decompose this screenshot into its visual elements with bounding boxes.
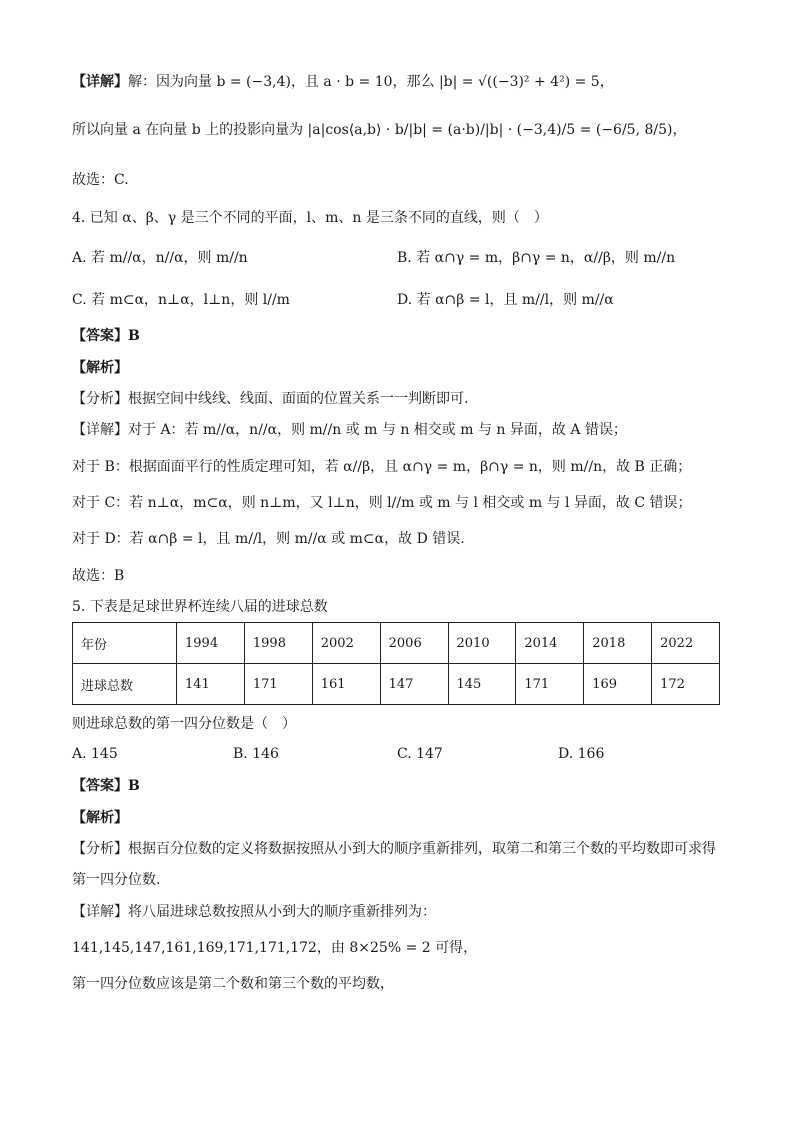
table-cell-goals: 169 bbox=[584, 664, 652, 705]
table-cell-year: 2010 bbox=[448, 623, 516, 664]
q5-answer: 【答案】B bbox=[72, 778, 140, 794]
table-cell-goals: 141 bbox=[177, 664, 245, 705]
q4-option-c: C. 若 m⊂α，n⊥α，l⊥n，则 l//m bbox=[72, 292, 290, 308]
prev-detail-text-1: 解：因为向量 b = (−3,4)，且 a · b = 10，那么 |b| = √((−3)² + 4²) = 5， bbox=[128, 74, 614, 90]
table-cell-goals: 172 bbox=[652, 664, 720, 705]
q4-choose: 故选：B bbox=[72, 568, 125, 584]
q4-option-b: B. 若 α∩γ = m，β∩γ = n，α//β，则 m//n bbox=[397, 250, 676, 266]
q4-case-c: 对于 C：若 n⊥α，m⊂α，则 n⊥m，又 l⊥n，则 l//m 或 m 与 l 相交或 m 与 l 异面，故 C 错误； bbox=[72, 495, 692, 511]
q4-xiangjie: 【详解】对于 A：若 m//α，n//α，则 m//n 或 m 与 n 相交或 m 与 n 异面，故 A 错误； bbox=[72, 422, 627, 438]
q5-fenxi-line-2: 第一四分位数. bbox=[72, 872, 161, 888]
table-header-goals: 进球总数 bbox=[73, 664, 177, 705]
prev-detail-line-1 bbox=[72, 72, 614, 92]
table-cell-goals: 161 bbox=[312, 664, 380, 705]
q5-option-c: C. 147 bbox=[397, 746, 443, 762]
prev-detail-line-2: 所以向量 a 在向量 b 上的投影向量为 |a|cos⟨a,b⟩ · b/|b| = (a·b)/|b| · (−3,4)/5 = (−6/5, 8/5)， bbox=[72, 122, 687, 138]
q4-answer: 【答案】B bbox=[72, 328, 140, 344]
q5-sorted-data: 141,145,147,161,169,171,171,172，由 8×25% = 2 可得， bbox=[72, 940, 478, 956]
q5-last-line: 第一四分位数应该是第二个数和第三个数的平均数， bbox=[72, 976, 394, 992]
q5-option-d: D. 166 bbox=[558, 746, 605, 762]
q4-case-b: 对于 B：根据面面平行的性质定理可知，若 α//β，且 α∩γ = m，β∩γ = n，则 m//n，故 B 正确； bbox=[72, 459, 692, 475]
q5-option-b: B. 146 bbox=[233, 746, 279, 762]
q4-case-d: 对于 D：若 α∩β = l，且 m//l，则 m//α 或 m⊂α，故 D 错误. bbox=[72, 531, 465, 547]
q4-fenxi: 【分析】根据空间中线线、线面、面面的位置关系一一判断即可. bbox=[72, 391, 469, 407]
table-cell-year: 2014 bbox=[516, 623, 584, 664]
q5-question: 则进球总数的第一四分位数是（ ） bbox=[72, 716, 296, 732]
table-row-years bbox=[73, 623, 720, 664]
prev-answer-line: 故选：C. bbox=[72, 172, 129, 188]
table-cell-year: 2022 bbox=[652, 623, 720, 664]
table-cell-goals: 147 bbox=[380, 664, 448, 705]
q4-option-d: D. 若 α∩β = l，且 m//l，则 m//α bbox=[397, 292, 614, 308]
table-cell-year: 1994 bbox=[177, 623, 245, 664]
q5-analysis-tag: 【解析】 bbox=[72, 810, 128, 826]
table-cell-goals: 171 bbox=[244, 664, 312, 705]
world-cup-goals-table bbox=[72, 622, 720, 705]
q4-option-a: A. 若 m//α，n//α，则 m//n bbox=[72, 250, 248, 266]
detail-tag: 【详解】 bbox=[72, 74, 128, 90]
table-cell-year: 1998 bbox=[244, 623, 312, 664]
q4-stem: 4. 已知 α、β、γ 是三个不同的平面，l、m、n 是三条不同的直线，则（ ） bbox=[72, 210, 548, 226]
table-cell-goals: 145 bbox=[448, 664, 516, 705]
table-row-goals bbox=[73, 664, 720, 705]
q4-analysis-tag: 【解析】 bbox=[72, 360, 128, 376]
q5-stem: 5. 下表是足球世界杯连续八届的进球总数 bbox=[72, 599, 328, 615]
table-cell-year: 2006 bbox=[380, 623, 448, 664]
q5-fenxi-line-1: 【分析】根据百分位数的定义将数据按照从小到大的顺序重新排列，取第二和第三个数的平均数即可求得 bbox=[72, 841, 716, 857]
q5-option-a: A. 145 bbox=[72, 746, 118, 762]
table-cell-goals: 171 bbox=[516, 664, 584, 705]
q5-xiangjie: 【详解】将八届进球总数按照从小到大的顺序重新排列为： bbox=[72, 904, 436, 920]
table-header-year: 年份 bbox=[73, 623, 177, 664]
table-cell-year: 2018 bbox=[584, 623, 652, 664]
table-cell-year: 2002 bbox=[312, 623, 380, 664]
